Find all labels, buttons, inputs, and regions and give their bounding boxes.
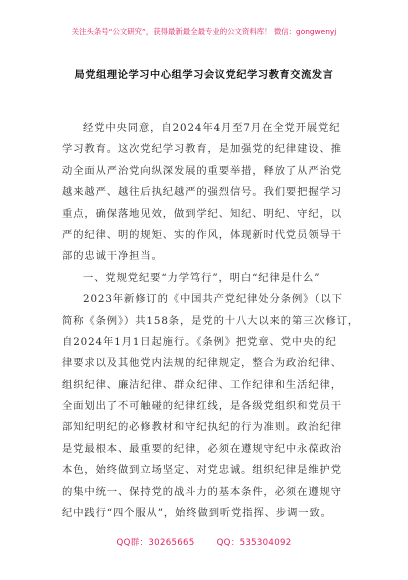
body-line: 严的纪律、明的规矩、实的作风，体现新时代党员领导干 (62, 228, 342, 241)
document-body (62, 118, 360, 524)
footer-contact (0, 536, 408, 548)
header-promo-note: 关注头条号“公文研究”，获得最新最全最专业的公文资料库！ 微信：gongwenyj (71, 27, 337, 36)
body-line: 是党最根本、最重要的纪律，必须在遵规守纪中永葆政治 (62, 442, 342, 455)
body-line: 律要求以及其他党内法规的纪律规定，整合为政治纪律、 (62, 357, 342, 370)
footer-qq-group: QQ群：30265665 (116, 538, 195, 548)
body-line: 的集中统一、保持党的战斗力的基本条件，必须在遵规守 (62, 485, 342, 498)
body-line: 越来越严、越往后执纪越严的强烈信号。我们要把握学习 (62, 186, 342, 199)
footer-qq-number: QQ：535304092 (216, 538, 292, 548)
body-line: 经党中央同意，自2024年4月至7月在全党开展党纪 (83, 122, 341, 134)
body-line: 学习教育。这次党纪学习教育，是加强党的纪律建设、推 (62, 143, 342, 156)
body-line: 组织纪律、廉洁纪律、群众纪律、工作纪律和生活纪律， (62, 378, 342, 391)
body-line: 动全面从严治党向纵深发展的重要举措，释放了从严治党 (62, 164, 342, 177)
body-line: 重点，确保落地见效，做到学纪、知纪、明纪、守纪，以 (62, 207, 342, 220)
body-line: 纪中践行“四个服从”，始终做到听党指挥、步调一致。 (62, 507, 332, 520)
body-line: 自2024年1月1日起施行。《条例》把党章、党中央的纪 (62, 335, 337, 348)
body-line: 本色，始终做到立场坚定、对党忠诚。组织纪律是维护党 (62, 464, 342, 477)
body-line: 全面划出了不可触碰的纪律红线，是各级党组织和党员干 (62, 400, 342, 413)
body-line: 部的忠诚干净担当。 (62, 250, 163, 263)
document-title: 局党组理论学习中心组学习会议党纪学习教育交流发言 (74, 70, 334, 81)
body-line: 简称《条例》）共158条，是党的十八大以来的第三次修订， (62, 314, 360, 327)
section-heading: 一、党规党纪要“力学笃行”，明白“纪律是什么” (83, 271, 321, 284)
body-line: 部知纪明纪的必修教材和守纪执纪的行为准则。政治纪律 (62, 421, 342, 434)
body-line: 2023年新修订的《中国共产党纪律处分条例》（以下 (83, 293, 343, 306)
